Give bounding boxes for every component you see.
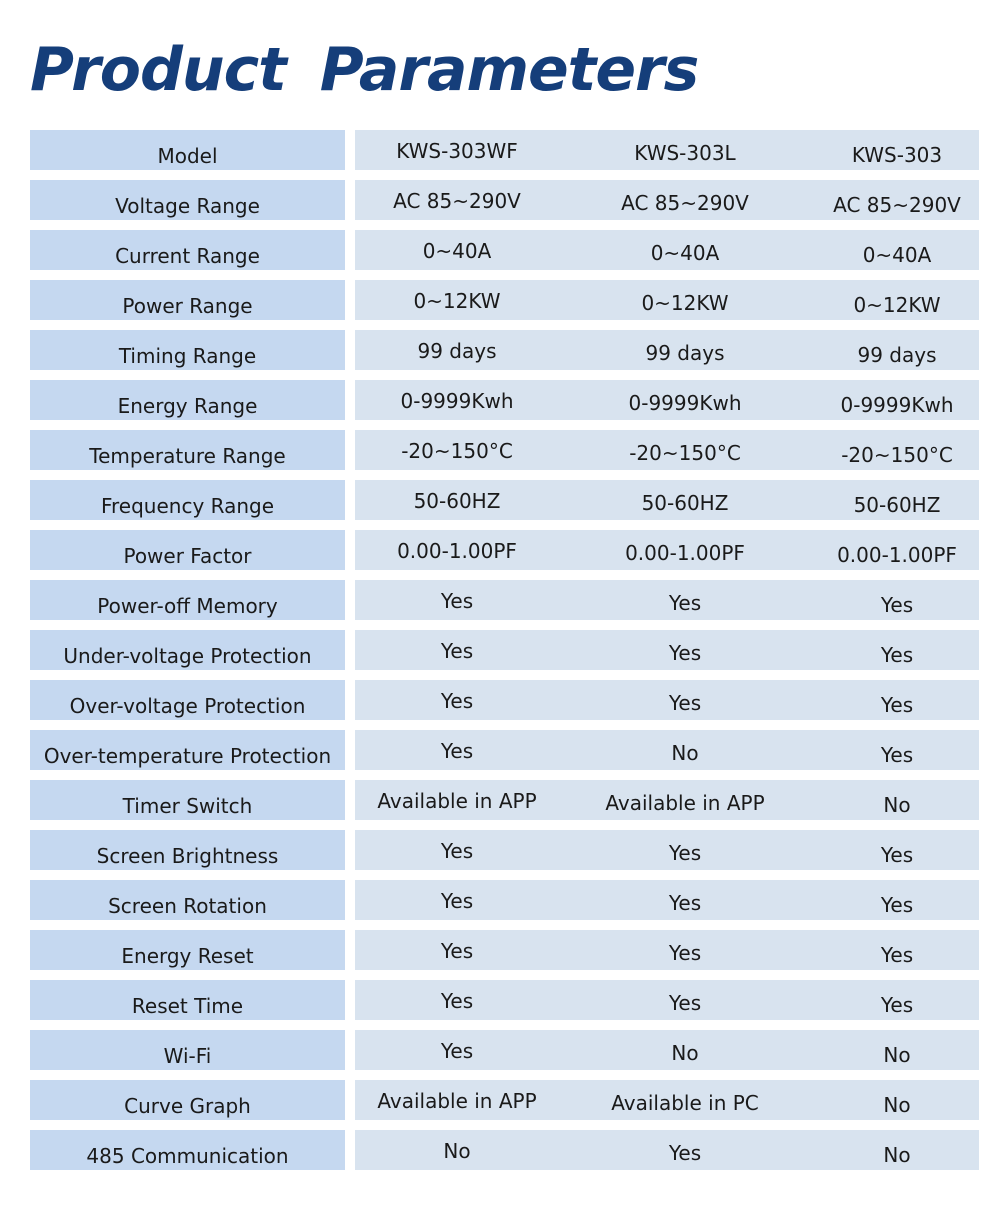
parameter-label: Under-voltage Protection <box>30 630 345 670</box>
value-kws-303l: -20~150°C <box>629 441 741 465</box>
parameter-values <box>355 380 979 420</box>
parameter-label: Voltage Range <box>30 180 345 220</box>
value-kws-303l: 50-60HZ <box>641 491 729 515</box>
table-row <box>30 380 979 420</box>
value-kws-303: Yes <box>880 993 914 1017</box>
value-kws-303wf: 0~40A <box>422 239 492 263</box>
value-kws-303wf: 0~12KW <box>413 289 501 313</box>
value-kws-303l: Yes <box>668 591 702 615</box>
value-kws-303l: Yes <box>668 941 702 965</box>
table-row <box>30 780 979 820</box>
table-row <box>30 680 979 720</box>
value-kws-303l: Yes <box>668 841 702 865</box>
value-kws-303wf: Yes <box>440 1039 474 1063</box>
parameter-values <box>355 530 979 570</box>
parameter-label: Temperature Range <box>30 430 345 470</box>
parameter-label: Screen Brightness <box>30 830 345 870</box>
value-kws-303l: 0-9999Kwh <box>628 391 742 415</box>
value-kws-303: No <box>883 1043 911 1067</box>
value-kws-303: Yes <box>880 943 914 967</box>
parameter-values <box>355 930 979 970</box>
value-kws-303wf: 99 days <box>417 339 497 363</box>
value-kws-303: -20~150°C <box>841 443 953 467</box>
parameter-values <box>355 1130 979 1170</box>
parameter-values <box>355 1030 979 1070</box>
value-kws-303: 99 days <box>857 343 937 367</box>
parameter-values <box>355 830 979 870</box>
table-row <box>30 430 979 470</box>
parameter-label: Frequency Range <box>30 480 345 520</box>
table-row <box>30 630 979 670</box>
value-kws-303wf: Yes <box>440 689 474 713</box>
parameter-values <box>355 780 979 820</box>
parameter-values <box>355 680 979 720</box>
parameter-label: Model <box>30 130 345 170</box>
parameter-label: Timer Switch <box>30 780 345 820</box>
table-row <box>30 180 979 220</box>
table-row <box>30 130 979 170</box>
value-kws-303l: Yes <box>668 991 702 1015</box>
value-kws-303: Yes <box>880 743 914 767</box>
parameter-label: Over-voltage Protection <box>30 680 345 720</box>
parameter-values <box>355 580 979 620</box>
parameter-label: Curve Graph <box>30 1080 345 1120</box>
value-kws-303wf: 0-9999Kwh <box>400 389 514 413</box>
table-row <box>30 1080 979 1120</box>
value-kws-303: Yes <box>880 643 914 667</box>
value-kws-303wf: Yes <box>440 939 474 963</box>
value-kws-303wf: No <box>443 1139 471 1163</box>
value-kws-303: No <box>883 1143 911 1167</box>
value-kws-303: AC 85~290V <box>833 193 961 217</box>
parameter-values <box>355 480 979 520</box>
parameter-values <box>355 280 979 320</box>
parameter-label: Energy Reset <box>30 930 345 970</box>
table-row <box>30 830 979 870</box>
parameter-values <box>355 180 979 220</box>
value-kws-303l: No <box>671 1041 699 1065</box>
parameter-values <box>355 430 979 470</box>
parameter-values <box>355 630 979 670</box>
parameter-label: Reset Time <box>30 980 345 1020</box>
parameter-label: Energy Range <box>30 380 345 420</box>
parameter-values <box>355 230 979 270</box>
parameter-values <box>355 730 979 770</box>
value-kws-303l: 99 days <box>645 341 725 365</box>
table-row <box>30 530 979 570</box>
value-kws-303l: Available in APP <box>605 791 765 815</box>
table-row <box>30 1030 979 1070</box>
table-row <box>30 1130 979 1170</box>
table-row <box>30 230 979 270</box>
parameter-values <box>355 1080 979 1120</box>
table-row <box>30 880 979 920</box>
value-kws-303: No <box>883 793 911 817</box>
table-row <box>30 580 979 620</box>
value-kws-303l: 0~12KW <box>641 291 729 315</box>
value-kws-303l: Yes <box>668 891 702 915</box>
parameter-values <box>355 980 979 1020</box>
parameter-label: 485 Communication <box>30 1130 345 1170</box>
value-kws-303l: Yes <box>668 691 702 715</box>
value-kws-303wf: -20~150°C <box>401 439 513 463</box>
value-kws-303l: AC 85~290V <box>621 191 749 215</box>
parameter-values <box>355 330 979 370</box>
parameter-label: Power-off Memory <box>30 580 345 620</box>
value-kws-303l: Available in PC <box>611 1091 759 1115</box>
table-row <box>30 730 979 770</box>
value-kws-303l: KWS-303L <box>634 141 736 165</box>
value-kws-303l: No <box>671 741 699 765</box>
value-kws-303wf: Yes <box>440 889 474 913</box>
value-kws-303wf: Available in APP <box>377 789 537 813</box>
value-kws-303: KWS-303 <box>851 143 943 167</box>
parameter-label: Timing Range <box>30 330 345 370</box>
value-kws-303: Yes <box>880 693 914 717</box>
value-kws-303wf: Yes <box>440 639 474 663</box>
value-kws-303wf: KWS-303WF <box>396 139 518 163</box>
value-kws-303wf: Yes <box>440 589 474 613</box>
value-kws-303: 0~40A <box>862 243 932 267</box>
parameter-label: Power Range <box>30 280 345 320</box>
value-kws-303: 0.00-1.00PF <box>837 543 957 567</box>
page-title: Product Parameters <box>30 35 699 105</box>
parameters-table <box>30 130 979 1180</box>
table-row <box>30 330 979 370</box>
value-kws-303l: 0~40A <box>650 241 720 265</box>
value-kws-303wf: 50-60HZ <box>413 489 501 513</box>
parameter-label: Screen Rotation <box>30 880 345 920</box>
value-kws-303: Yes <box>880 593 914 617</box>
value-kws-303: Yes <box>880 843 914 867</box>
value-kws-303wf: Yes <box>440 989 474 1013</box>
value-kws-303: 0-9999Kwh <box>840 393 954 417</box>
parameter-label: Current Range <box>30 230 345 270</box>
parameter-label: Power Factor <box>30 530 345 570</box>
table-row <box>30 280 979 320</box>
value-kws-303wf: Available in APP <box>377 1089 537 1113</box>
value-kws-303l: Yes <box>668 1141 702 1165</box>
value-kws-303: 0~12KW <box>853 293 941 317</box>
parameter-values <box>355 130 979 170</box>
value-kws-303wf: 0.00-1.00PF <box>397 539 517 563</box>
value-kws-303: Yes <box>880 893 914 917</box>
value-kws-303l: 0.00-1.00PF <box>625 541 745 565</box>
parameter-label: Over-temperature Protection <box>30 730 345 770</box>
table-row <box>30 480 979 520</box>
table-row <box>30 980 979 1020</box>
table-row <box>30 930 979 970</box>
value-kws-303wf: Yes <box>440 739 474 763</box>
value-kws-303wf: Yes <box>440 839 474 863</box>
value-kws-303: 50-60HZ <box>853 493 941 517</box>
value-kws-303l: Yes <box>668 641 702 665</box>
value-kws-303: No <box>883 1093 911 1117</box>
value-kws-303wf: AC 85~290V <box>393 189 521 213</box>
parameter-label: Wi-Fi <box>30 1030 345 1070</box>
parameter-values <box>355 880 979 920</box>
